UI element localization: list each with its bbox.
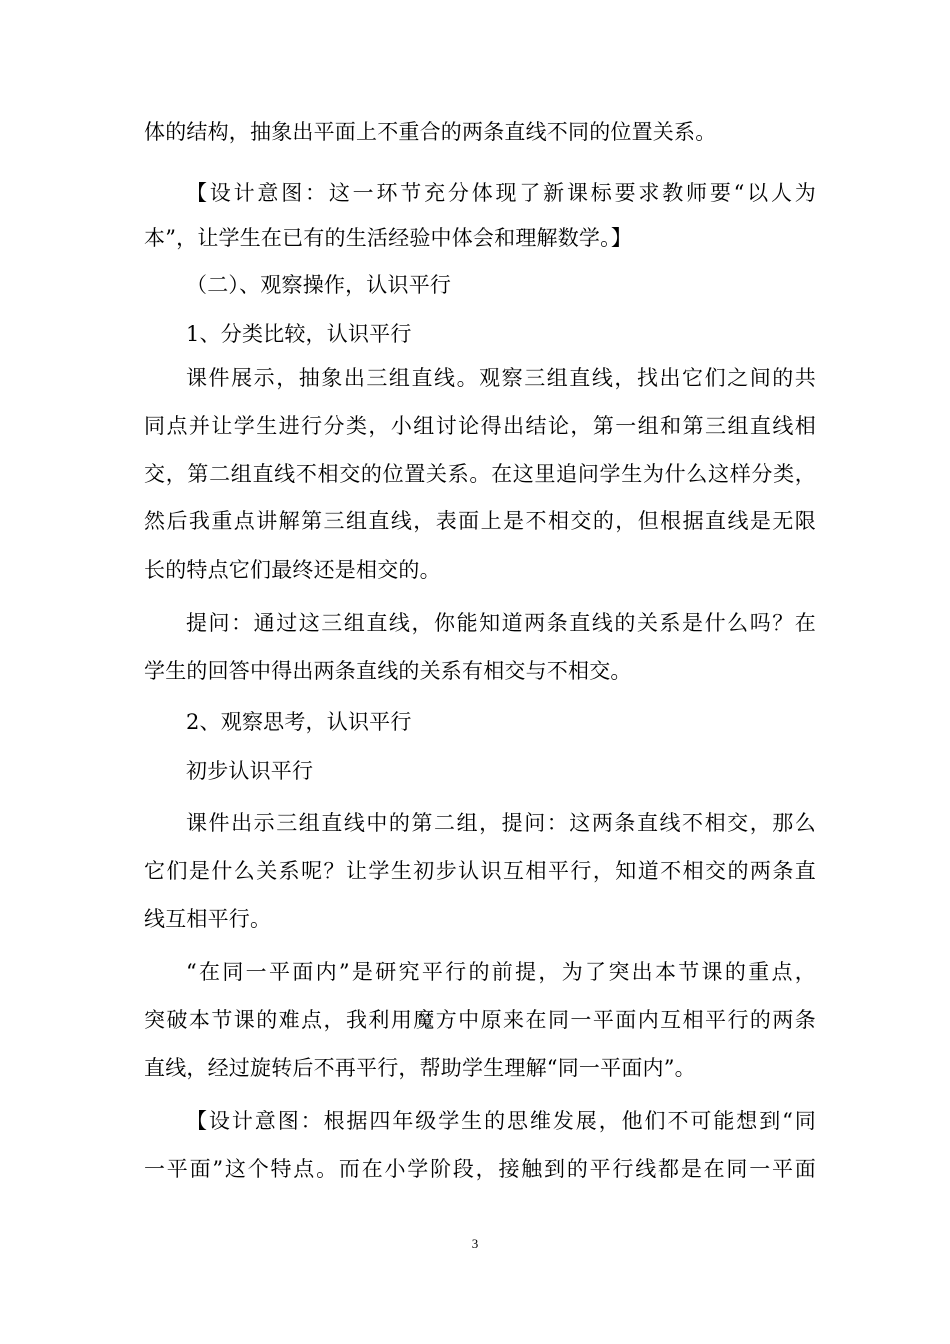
text-line-16: 它们是什么关系呢？让学生初步认识互相平行，知道不相交的两条直	[144, 859, 816, 883]
page-number: 3	[471, 1236, 479, 1251]
text-line-15: 课件出示三组直线中的第二组，提问：这两条直线不相交，那么	[186, 811, 816, 835]
text-line-18: “在同一平面内”是研究平行的前提，为了突出本节课的重点，	[186, 960, 816, 984]
text-line-22: 一平面”这个特点。而在小学阶段，接触到的平行线都是在同一平面	[144, 1157, 816, 1181]
text-line-12: 学生的回答中得出两条直线的关系有相交与不相交。	[144, 659, 632, 683]
text-line-10: 长的特点它们最终还是相交的。	[144, 558, 441, 582]
text-line-2: 【设计意图：这一环节充分体现了新课标要求教师要“以人为	[186, 181, 816, 205]
text-line-21: 【设计意图：根据四年级学生的思维发展，他们不可能想到“同	[186, 1109, 816, 1133]
text-line-3: 本”，让学生在已有的生活经验中体会和理解数学。】	[144, 226, 633, 250]
text-line-17: 线互相平行。	[144, 907, 272, 931]
text-line-11: 提问：通过这三组直线，你能知道两条直线的关系是什么吗？在	[186, 611, 816, 635]
text-line-6: 课件展示，抽象出三组直线。观察三组直线，找出它们之间的共	[186, 366, 816, 390]
subsection-heading-1: 1、分类比较，认识平行	[186, 322, 412, 346]
subsection-heading-3: 初步认识平行	[186, 759, 314, 783]
section-heading: （二）、观察操作，认识平行	[186, 273, 452, 297]
subsection-heading-2: 2、观察思考，认识平行	[186, 710, 412, 734]
text-line-9: 然后我重点讲解第三组直线，表面上是不相交的，但根据直线是无限	[144, 509, 816, 533]
text-line-19: 突破本节课的难点，我利用魔方中原来在同一平面内互相平行的两条	[144, 1008, 816, 1032]
text-line-7: 同点并让学生进行分类，小组讨论得出结论，第一组和第三组直线相	[144, 414, 816, 438]
text-line-8: 交，第二组直线不相交的位置关系。在这里追问学生为什么这样分类，	[144, 462, 816, 486]
text-line-20: 直线，经过旋转后不再平行，帮助学生理解“同一平面内”。	[144, 1056, 696, 1080]
text-line-1: 体的结构，抽象出平面上不重合的两条直线不同的位置关系。	[144, 120, 717, 144]
